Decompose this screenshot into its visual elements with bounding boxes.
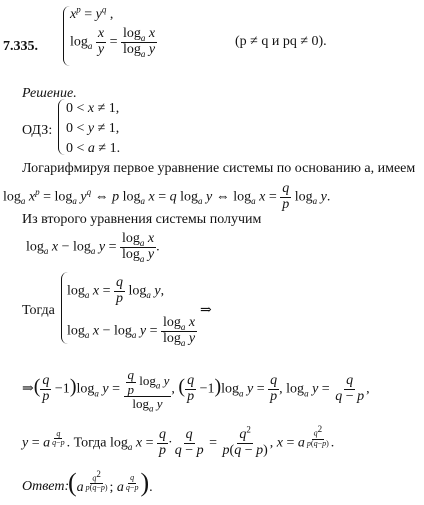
equation-1: $x^p = y^q$ , <box>70 4 114 22</box>
solution-header: Решение. <box>22 86 77 101</box>
derivation-line: ⇒( $\frac{q}{p}$ $-1)\log_a$ y = $\frac{q}{p}$ $\log_a y$ $\log_a y$ , ( $\frac{q}{p}$ $-1)\log_a$ y = $\frac{q}{p}$ , $\log_a y$ = $\frac{q}{q - p}$ , <box>22 367 370 414</box>
paragraph-log: Логарифмируя первое уравнение системы по основанию a, имеем <box>22 161 416 176</box>
condition: (p ≠ q и pq ≠ 0). <box>235 34 327 49</box>
odz-brace <box>58 99 65 155</box>
then-line-1: $\log_a x$ = $\frac{q}{p}$ $\log_a y$, <box>67 275 165 306</box>
then-line-2: $\log_a x - \log_a y$ = $\frac{\log_a x}{\log_a y}$ <box>67 315 196 348</box>
odz-line-2: 0 < y ≠ 1, <box>66 121 120 136</box>
odz-line-3: 0 < a ≠ 1. <box>66 141 121 156</box>
result-line: y = a $^{\frac{q}{q-p}}$ . Тогда $\log_a x$ = $\frac{q}{p}$ · $\frac{q}{q - p}$ = $\frac{q^2}{p(q - p)}$ , x = a $^{\frac{q^2}{p(q-p)}}$ . <box>22 424 335 458</box>
odz-label: ОДЗ: <box>22 123 53 138</box>
then-inline: Тогда <box>73 435 107 451</box>
odz-line-1: 0 < x ≠ 1, <box>66 101 120 116</box>
implies-arrow: ⇒ <box>200 303 212 318</box>
problem-number: 7.335. <box>3 39 38 54</box>
equation-2: $\log_a$ $\frac{x}{y}$ = $\frac{\log_a x}{\log_a y}$ <box>70 26 156 59</box>
answer-label: Ответ: <box>22 479 70 494</box>
then-label: Тогда <box>22 303 55 318</box>
paragraph-second: Из второго уравнения системы получим <box>22 212 262 227</box>
system-brace <box>63 6 70 66</box>
answer-value: (a $^{\frac{q^2}{p(q-p)}}$ ; a $^{\frac{q}{q-p}}$ ). <box>68 468 153 497</box>
second-equation: $\log_a x - \log_a y$ = $\frac{\log_a x}{\log_a y}$ . <box>26 231 160 264</box>
log-equation-line: $\log_a x^p = \log_a y^q$ ⇔ p $\log_a x = q$ $\log_a y$ ⇔ $\log_a x$ = $\frac{q}{p}$ $\log_a y$. <box>3 181 331 212</box>
